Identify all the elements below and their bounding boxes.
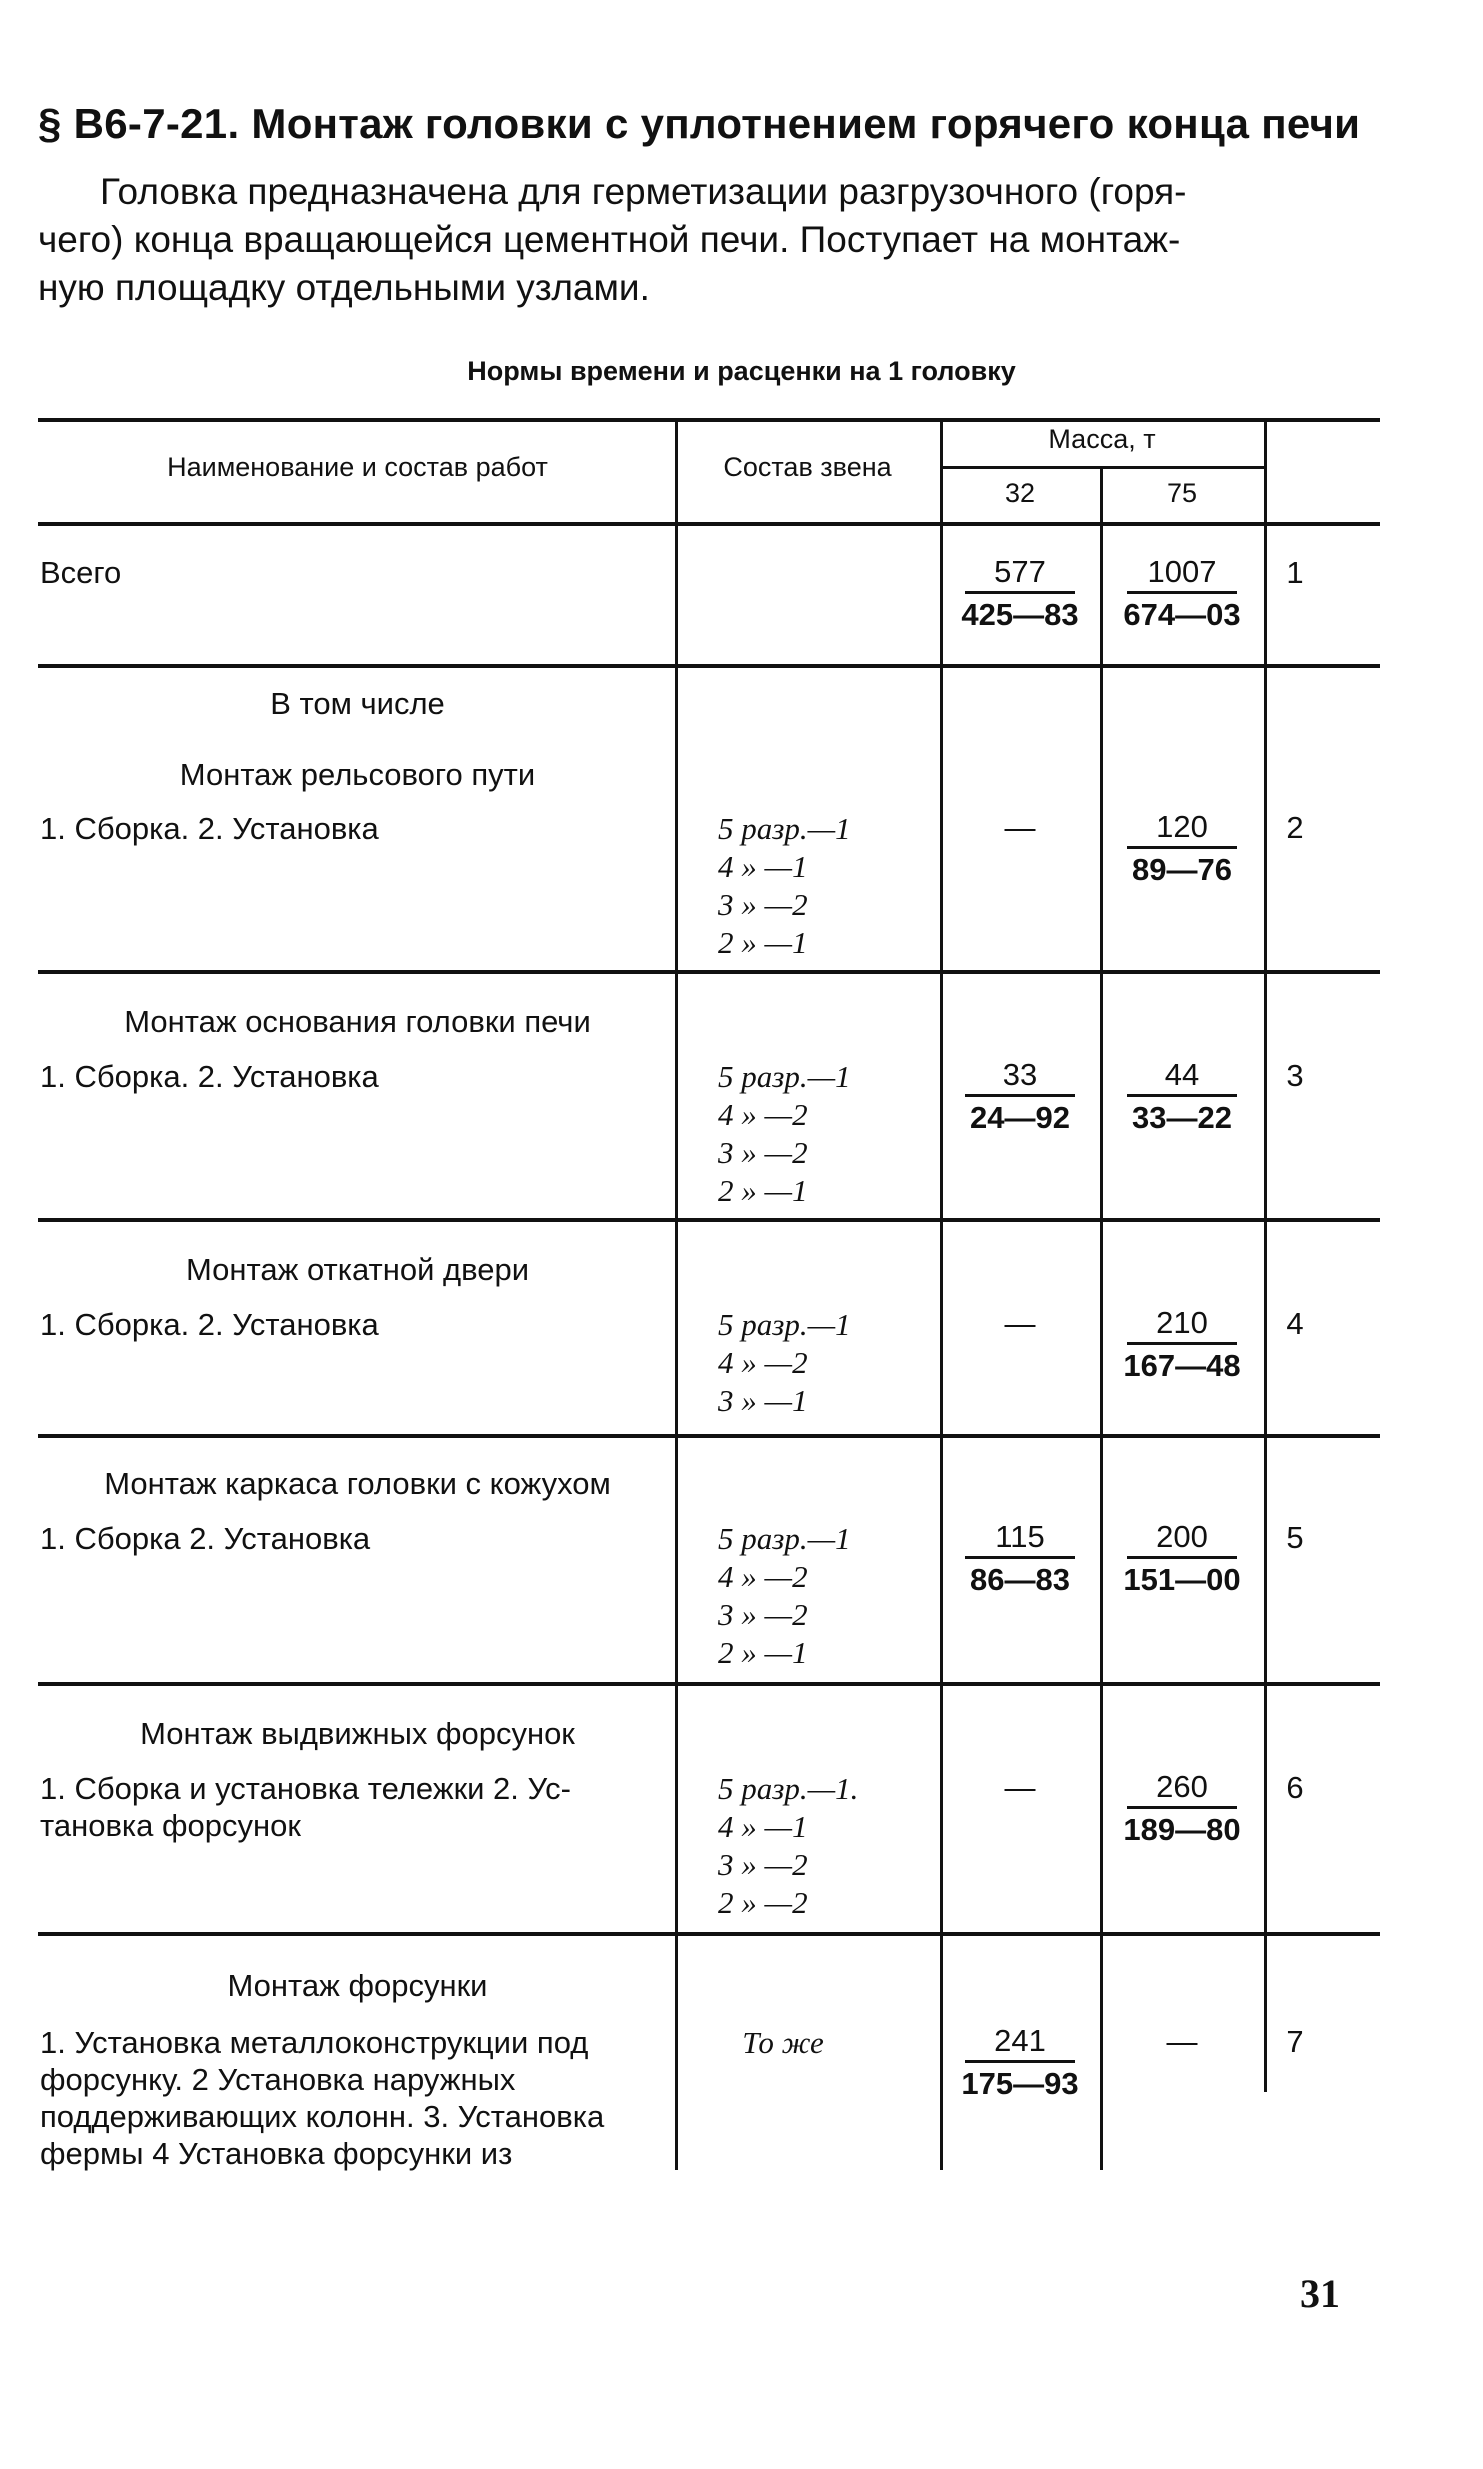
mass-75-value <box>1107 808 1257 891</box>
row-number: 4 <box>1286 1306 1304 1341</box>
description-line: тановка форсунок <box>40 1808 301 1843</box>
description-line: 1. Сборка и установка тележки 2. Ус- <box>40 1771 571 1806</box>
norm-time: 210 <box>1156 1305 1208 1340</box>
row-number: 2 <box>1286 810 1304 845</box>
rate: 167—48 <box>1123 1348 1241 1383</box>
norm-time: 44 <box>1164 1057 1200 1092</box>
crew-line: 5 разр.—1 <box>718 1059 851 1094</box>
crew-same-as-above: То же <box>742 2025 824 2060</box>
crew-line: 3 » —2 <box>718 887 808 922</box>
table-rule <box>675 418 678 2170</box>
crew-composition <box>718 2024 918 2062</box>
crew-line: 5 разр.—1 <box>718 811 851 846</box>
including-label: В том числе <box>270 686 445 721</box>
table-rule <box>940 466 1266 469</box>
mass-32-value <box>945 2022 1095 2105</box>
crew-composition <box>718 1058 918 1210</box>
row-number: 6 <box>1286 1770 1304 1805</box>
table-rule <box>38 522 1380 526</box>
table-rule <box>38 970 1380 974</box>
intro-paragraph <box>38 168 1378 312</box>
table-rule <box>1100 466 1103 2170</box>
rate: 425—83 <box>961 597 1079 632</box>
crew-line: 4 » —1 <box>718 1809 808 1844</box>
crew-line: 2 » —1 <box>718 1173 808 1208</box>
norm-time: 577 <box>994 554 1046 589</box>
row-title: Монтаж каркаса головки с кожухом <box>104 1466 611 1501</box>
description-line: фермы 4 Установка форсунки из <box>40 2136 513 2171</box>
section-heading: § В6-7-21. Монтаж головки с уплотнением горячего конца печи <box>38 100 1361 147</box>
row-title: Монтаж откатной двери <box>185 1252 530 1287</box>
row-description <box>40 1770 660 1844</box>
row-description <box>40 2024 660 2172</box>
column-header-name: Наименование и состав работ <box>167 452 548 482</box>
crew-composition <box>718 1520 918 1672</box>
crew-composition <box>718 1770 918 1922</box>
mass-32-value: — <box>1004 1306 1036 1341</box>
intro-line: Головка предназначена для герметизации разгрузочного (горя- <box>100 171 1187 212</box>
crew-composition <box>718 1306 918 1420</box>
rate: 86—83 <box>970 1562 1070 1597</box>
table-rule <box>940 418 943 2170</box>
crew-line: 4 » —1 <box>718 849 808 884</box>
table-rule <box>38 664 1380 668</box>
mass-75-value <box>1107 1518 1257 1601</box>
row-description <box>40 1058 660 1095</box>
total-mass-75 <box>1107 553 1257 636</box>
total-mass-32 <box>945 553 1095 636</box>
rate: 175—93 <box>961 2066 1079 2101</box>
crew-line: 2 » —2 <box>718 1885 808 1920</box>
description-line: 1. Сборка. 2. Установка <box>40 811 379 846</box>
table-rule <box>1264 418 1267 2092</box>
page-number: 31 <box>1300 2271 1340 2316</box>
column-header-mass-32: 32 <box>1004 478 1036 508</box>
row-number: 1 <box>1286 555 1304 590</box>
mass-75-value: — <box>1166 2024 1198 2059</box>
table-rule <box>38 1434 1380 1438</box>
mass-75-value <box>1107 1768 1257 1851</box>
rate: 33—22 <box>1132 1100 1232 1135</box>
row-description <box>40 810 660 847</box>
crew-line: 5 разр.—1. <box>718 1771 859 1806</box>
rate: 189—80 <box>1123 1812 1241 1847</box>
rate: 24—92 <box>970 1100 1070 1135</box>
crew-line: 4 » —2 <box>718 1097 808 1132</box>
row-number: 7 <box>1286 2024 1304 2059</box>
crew-line: 3 » —1 <box>718 1383 808 1418</box>
crew-line: 3 » —2 <box>718 1135 808 1170</box>
description-line: поддерживающих колонн. 3. Установка <box>40 2099 605 2134</box>
description-line: форсунку. 2 Установка наружных <box>40 2062 516 2097</box>
table-rule <box>38 1932 1380 1936</box>
column-header-mass: Масса, т <box>1048 424 1156 454</box>
rate: 674—03 <box>1123 597 1241 632</box>
crew-line: 5 разр.—1 <box>718 1521 851 1556</box>
mass-32-value <box>945 1518 1095 1601</box>
norm-time: 200 <box>1156 1519 1208 1554</box>
column-header-crew: Состав звена <box>723 452 892 482</box>
column-header-mass-75: 75 <box>1166 478 1198 508</box>
crew-composition <box>718 810 918 962</box>
intro-line: ную площадку отдельными узлами. <box>38 267 650 308</box>
norm-time: 115 <box>995 1519 1045 1554</box>
row-title: Монтаж выдвижных форсунок <box>140 1716 575 1751</box>
mass-32-value: — <box>1004 810 1036 845</box>
mass-75-value <box>1107 1056 1257 1139</box>
norm-time: 241 <box>994 2023 1046 2058</box>
mass-32-value <box>945 1056 1095 1139</box>
crew-line: 3 » —2 <box>718 1597 808 1632</box>
description-line: 1. Установка металлоконструкции под <box>40 2025 589 2060</box>
table-title: Нормы времени и расценки на 1 головку <box>467 356 1016 386</box>
table-rule <box>38 418 1380 422</box>
description-line: 1. Сборка. 2. Установка <box>40 1059 379 1094</box>
rate: 151—00 <box>1123 1562 1241 1597</box>
crew-line: 2 » —1 <box>718 1635 808 1670</box>
crew-line: 4 » —2 <box>718 1559 808 1594</box>
table-rule <box>38 1682 1380 1686</box>
row-title: Монтаж рельсового пути <box>179 757 536 792</box>
mass-32-value: — <box>1004 1770 1036 1805</box>
crew-line: 3 » —2 <box>718 1847 808 1882</box>
norm-time: 1007 <box>1147 554 1217 589</box>
mass-75-value <box>1107 1304 1257 1387</box>
table-rule <box>38 1218 1380 1222</box>
row-description <box>40 1306 660 1343</box>
crew-line: 2 » —1 <box>718 925 808 960</box>
row-title: Монтаж форсунки <box>227 1968 488 2003</box>
crew-line: 5 разр.—1 <box>718 1307 851 1342</box>
row-description <box>40 1520 660 1557</box>
norm-time: 120 <box>1156 809 1208 844</box>
crew-line: 4 » —2 <box>718 1345 808 1380</box>
norm-time: 33 <box>1002 1057 1038 1092</box>
intro-line: чего) конца вращающейся цементной печи. Поступает на монтаж- <box>38 219 1181 260</box>
row-number: 3 <box>1286 1058 1304 1093</box>
total-label: Всего <box>40 555 122 590</box>
rate: 89—76 <box>1132 852 1232 887</box>
description-line: 1. Сборка 2. Установка <box>40 1521 371 1556</box>
row-number: 5 <box>1286 1520 1304 1555</box>
row-title: Монтаж основания головки печи <box>124 1004 591 1039</box>
norm-time: 260 <box>1156 1769 1208 1804</box>
description-line: 1. Сборка. 2. Установка <box>40 1307 379 1342</box>
